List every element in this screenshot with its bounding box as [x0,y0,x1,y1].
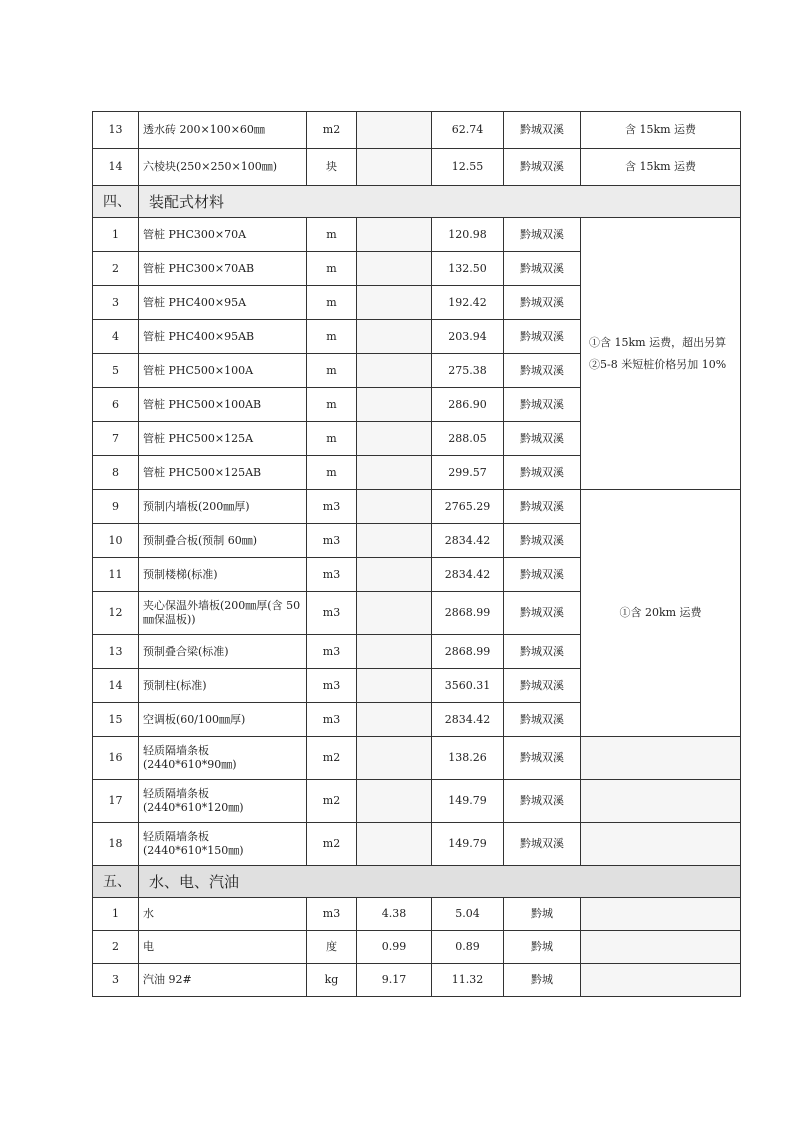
region: 黔城双溪 [504,524,581,558]
unit: m3 [307,669,357,703]
row-number: 8 [93,456,139,490]
price-excl [357,737,432,780]
price-incl: 149.79 [432,780,504,823]
price-incl: 286.90 [432,388,504,422]
price-excl [357,320,432,354]
unit: m [307,286,357,320]
price-incl: 5.04 [432,898,504,931]
material-name: 预制柱(标准) [139,669,307,703]
row-number: 10 [93,524,139,558]
remark [581,823,741,866]
row-number: 7 [93,422,139,456]
price-incl: 132.50 [432,252,504,286]
region: 黔城双溪 [504,635,581,669]
table-row [93,490,741,524]
row-number: 3 [93,964,139,997]
table-row [93,112,741,149]
price-incl: 288.05 [432,422,504,456]
material-name: 管桩 PHC500×125AB [139,456,307,490]
price-excl [357,823,432,866]
table-row [93,737,741,780]
region: 黔城双溪 [504,456,581,490]
price-excl [357,780,432,823]
price-incl: 0.89 [432,931,504,964]
table-row [93,964,741,997]
region: 黔城双溪 [504,286,581,320]
material-name: 水 [139,898,307,931]
row-number: 3 [93,286,139,320]
unit: m [307,456,357,490]
material-name: 管桩 PHC500×100AB [139,388,307,422]
remark [581,964,741,997]
price-excl [357,388,432,422]
price-excl [357,524,432,558]
remark [581,898,741,931]
unit: m3 [307,898,357,931]
remark [581,780,741,823]
material-name: 夹心保温外墙板(200㎜厚(含 50㎜保温板)) [139,592,307,635]
price-excl [357,286,432,320]
section-title: 装配式材料 [139,186,741,218]
remark-precast: ①含 20km 运费 [581,490,741,737]
row-number: 13 [93,112,139,149]
region: 黔城双溪 [504,388,581,422]
row-number: 15 [93,703,139,737]
remark: 含 15km 运费 [581,112,741,149]
price-incl: 2868.99 [432,635,504,669]
region: 黔城双溪 [504,422,581,456]
table-row [93,898,741,931]
section-number: 四、 [93,186,139,218]
unit: m2 [307,780,357,823]
region: 黔城 [504,931,581,964]
row-number: 9 [93,490,139,524]
price-incl: 192.42 [432,286,504,320]
row-number: 2 [93,931,139,964]
table-row [93,823,741,866]
unit: m [307,422,357,456]
price-excl: 0.99 [357,931,432,964]
unit: m3 [307,524,357,558]
unit: m3 [307,703,357,737]
row-number: 13 [93,635,139,669]
price-excl [357,354,432,388]
material-name: 电 [139,931,307,964]
price-incl: 2834.42 [432,558,504,592]
price-incl: 138.26 [432,737,504,780]
unit: m [307,320,357,354]
price-excl [357,703,432,737]
price-excl [357,456,432,490]
region: 黔城双溪 [504,823,581,866]
region: 黔城双溪 [504,112,581,149]
price-table-sheet [92,111,740,997]
unit: m2 [307,737,357,780]
price-excl [357,558,432,592]
region: 黔城 [504,964,581,997]
remark-line: ②5-8 米短桩价格另加 10% [589,357,727,371]
row-number: 2 [93,252,139,286]
material-name-line: 轻质隔墙条板 [143,830,209,843]
remark [581,737,741,780]
material-name-line: 轻质隔墙条板 [143,787,209,800]
section-number: 五、 [93,866,139,898]
region: 黔城双溪 [504,592,581,635]
material-name: 汽油 92# [139,964,307,997]
price-incl: 3560.31 [432,669,504,703]
unit: m [307,252,357,286]
price-excl [357,422,432,456]
table-row [93,218,741,252]
unit: m [307,218,357,252]
section-header [93,186,741,218]
unit: m3 [307,558,357,592]
row-number: 16 [93,737,139,780]
unit: m3 [307,490,357,524]
material-name: 预制内墙板(200㎜厚) [139,490,307,524]
material-name: 预制叠合板(预制 60㎜) [139,524,307,558]
material-name: 管桩 PHC400×95A [139,286,307,320]
price-incl: 2765.29 [432,490,504,524]
region: 黔城双溪 [504,354,581,388]
price-incl: 149.79 [432,823,504,866]
row-number: 17 [93,780,139,823]
price-incl: 120.98 [432,218,504,252]
unit: m [307,354,357,388]
unit: m3 [307,592,357,635]
section-title: 水、电、汽油 [139,866,741,898]
region: 黔城双溪 [504,669,581,703]
price-excl: 4.38 [357,898,432,931]
price-excl [357,218,432,252]
price-incl: 299.57 [432,456,504,490]
material-name: 预制叠合梁(标准) [139,635,307,669]
region: 黔城双溪 [504,737,581,780]
price-excl [357,635,432,669]
unit: m2 [307,823,357,866]
material-name: 空调板(60/100㎜厚) [139,703,307,737]
material-name: 透水砖 200×100×60㎜ [139,112,307,149]
material-name: 管桩 PHC500×100A [139,354,307,388]
material-name [139,737,307,780]
price-incl: 62.74 [432,112,504,149]
material-name [139,823,307,866]
material-name: 管桩 PHC300×70A [139,218,307,252]
material-name-line: 轻质隔墙条板 [143,744,209,757]
material-spec: (2440*610*120㎜) [143,801,244,814]
price-excl [357,592,432,635]
material-name: 管桩 PHC400×95AB [139,320,307,354]
unit: 度 [307,931,357,964]
material-name: 管桩 PHC300×70AB [139,252,307,286]
remark [581,931,741,964]
material-name: 六棱块(250×250×100㎜) [139,149,307,186]
table-row [93,931,741,964]
price-incl: 2834.42 [432,524,504,558]
material-price-table [92,111,741,997]
row-number: 1 [93,218,139,252]
remark-piles [581,218,741,490]
price-excl [357,490,432,524]
unit: kg [307,964,357,997]
region: 黔城双溪 [504,218,581,252]
price-excl [357,149,432,186]
price-incl: 12.55 [432,149,504,186]
row-number: 14 [93,149,139,186]
unit: m3 [307,635,357,669]
price-excl [357,252,432,286]
material-spec: (2440*610*90㎜) [143,758,237,771]
section-header [93,866,741,898]
region: 黔城双溪 [504,558,581,592]
material-name: 管桩 PHC500×125A [139,422,307,456]
table-row [93,149,741,186]
unit: m [307,388,357,422]
region: 黔城双溪 [504,149,581,186]
price-excl: 9.17 [357,964,432,997]
remark: 含 15km 运费 [581,149,741,186]
unit: 块 [307,149,357,186]
price-incl: 203.94 [432,320,504,354]
row-number: 6 [93,388,139,422]
price-incl: 275.38 [432,354,504,388]
row-number: 14 [93,669,139,703]
region: 黔城双溪 [504,320,581,354]
region: 黔城双溪 [504,703,581,737]
row-number: 5 [93,354,139,388]
price-incl: 11.32 [432,964,504,997]
region: 黔城双溪 [504,490,581,524]
table-row [93,780,741,823]
material-spec: (2440*610*150㎜) [143,844,244,857]
price-incl: 2834.42 [432,703,504,737]
region: 黔城双溪 [504,252,581,286]
price-excl [357,669,432,703]
remark-line: ①含 15km 运费，超出另算 [589,335,727,349]
price-incl: 2868.99 [432,592,504,635]
material-name: 预制楼梯(标准) [139,558,307,592]
unit: m2 [307,112,357,149]
row-number: 4 [93,320,139,354]
price-excl [357,112,432,149]
row-number: 1 [93,898,139,931]
region: 黔城 [504,898,581,931]
row-number: 12 [93,592,139,635]
row-number: 11 [93,558,139,592]
region: 黔城双溪 [504,780,581,823]
row-number: 18 [93,823,139,866]
material-name [139,780,307,823]
